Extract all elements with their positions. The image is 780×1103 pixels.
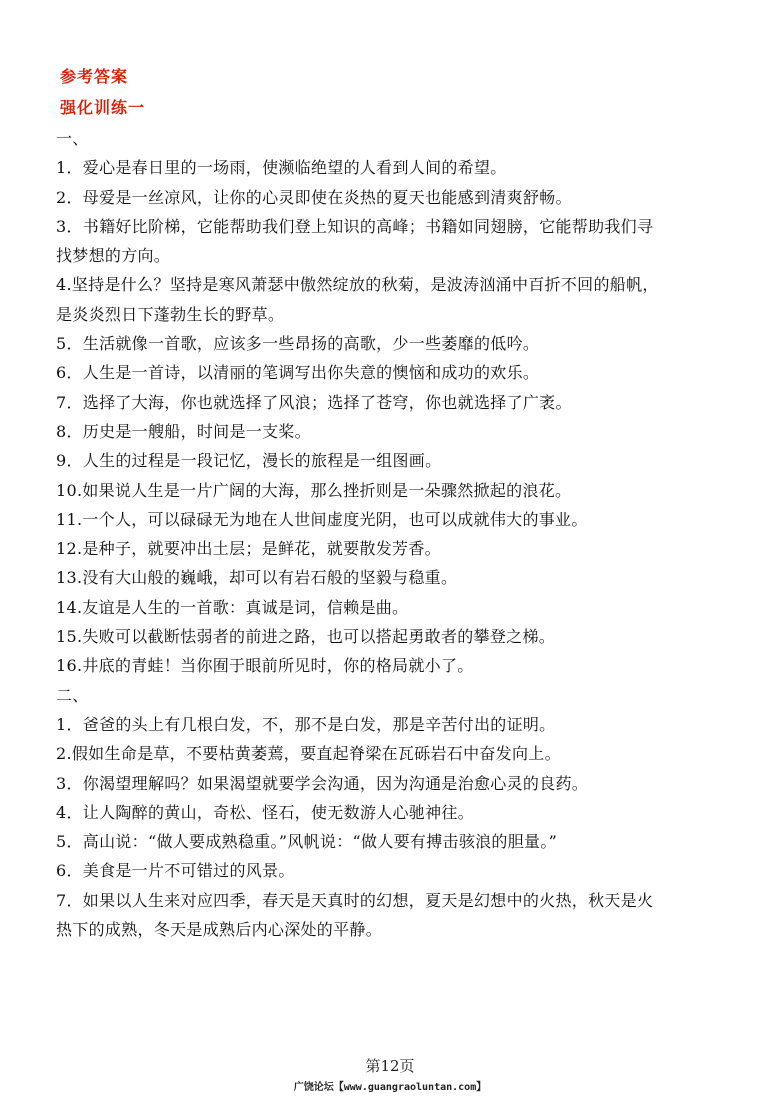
answer-heading: 参考答案 bbox=[60, 67, 129, 86]
answer-line: 5．高山说：“做人要成熟稳重。”风帆说：“做人要有搏击骇浪的胆量。” bbox=[56, 832, 558, 852]
answer-line: 1．爸爸的头上有几根白发，不，那不是白发，那是辛苦付出的证明。 bbox=[56, 714, 556, 734]
site-watermark: 广饶论坛【www.guangraoluntan.com】 bbox=[293, 1082, 487, 1093]
answer-line: 热下的成熟，冬天是成熟后内心深处的平静。 bbox=[56, 920, 383, 940]
answer-line: 3．书籍好比阶梯，它能帮助我们登上知识的高峰；书籍如同翅膀，它能帮助我们寻 bbox=[56, 216, 654, 236]
answer-line: 是炎炎烈日下蓬勃生长的野草。 bbox=[56, 304, 285, 324]
answer-line: 14.友谊是人生的一首歌：真诚是词，信赖是曲。 bbox=[56, 597, 409, 617]
answer-line: 16.井底的青蛙！当你囿于眼前所见时，你的格局就小了。 bbox=[56, 656, 474, 676]
answer-line: 9．人生的过程是一段记忆，漫长的旅程是一组图画。 bbox=[56, 451, 442, 471]
answer-line: 7．选择了大海，你也就选择了风浪；选择了苍穹，你也就选择了广袤。 bbox=[56, 392, 572, 412]
answer-line: 12.是种子，就要冲出土层；是鲜花，就要散发芳香。 bbox=[56, 539, 441, 559]
answer-line: 8．历史是一艘船，时间是一支桨。 bbox=[56, 421, 311, 441]
section-label: 一、 bbox=[56, 129, 89, 148]
answer-line: 1．爱心是春日里的一场雨，使濒临绝望的人看到人间的希望。 bbox=[56, 158, 507, 178]
answer-line: 2．母爱是一丝凉风，让你的心灵即使在炎热的夏天也能感到清爽舒畅。 bbox=[56, 187, 572, 207]
answer-line: 3．你渴望理解吗？如果渴望就要学会沟通，因为沟通是治愈心灵的良药。 bbox=[56, 773, 589, 793]
answer-line: 11.一个人，可以碌碌无为地在人世间虚度光阴，也可以成就伟大的事业。 bbox=[56, 509, 588, 529]
answer-line: 找梦想的方向。 bbox=[56, 246, 171, 266]
answer-line: 2.假如生命是草，不要枯黄萎蔫，要直起脊梁在瓦砾岩石中奋发向上。 bbox=[56, 744, 561, 764]
answer-line: 6．人生是一首诗，以清丽的笔调写出你失意的懊恼和成功的欢乐。 bbox=[56, 363, 540, 383]
answer-line: 6．美食是一片不可错过的风景。 bbox=[56, 861, 295, 881]
answer-line: 13.没有大山般的巍峨，却可以有岩石般的坚毅与稳重。 bbox=[56, 568, 458, 588]
section-label: 二、 bbox=[56, 685, 89, 705]
page-number: 第12页 bbox=[365, 1057, 415, 1075]
answer-line: 15.失败可以截断怯弱者的前进之路，也可以搭起勇敢者的攀登之梯。 bbox=[56, 627, 556, 647]
answer-line: 7．如果以人生来对应四季，春天是天真时的幻想，夏天是幻想中的火热，秋天是火 bbox=[56, 890, 654, 910]
answer-line: 10.如果说人生是一片广阔的大海，那么挫折则是一朵骤然掀起的浪花。 bbox=[56, 480, 572, 500]
answer-line: 4．让人陶醉的黄山，奇松、怪石，使无数游人心驰神往。 bbox=[56, 802, 474, 822]
answer-line: 5．生活就像一首歌，应该多一些昂扬的高歌，少一些萎靡的低吟。 bbox=[56, 334, 540, 354]
section-heading: 强化训练一 bbox=[60, 98, 146, 117]
answer-line: 4.坚持是什么？坚持是寒风萧瑟中傲然绽放的秋菊，是波涛汹涌中百折不回的船帆， bbox=[56, 275, 659, 295]
answer-list bbox=[56, 124, 736, 944]
